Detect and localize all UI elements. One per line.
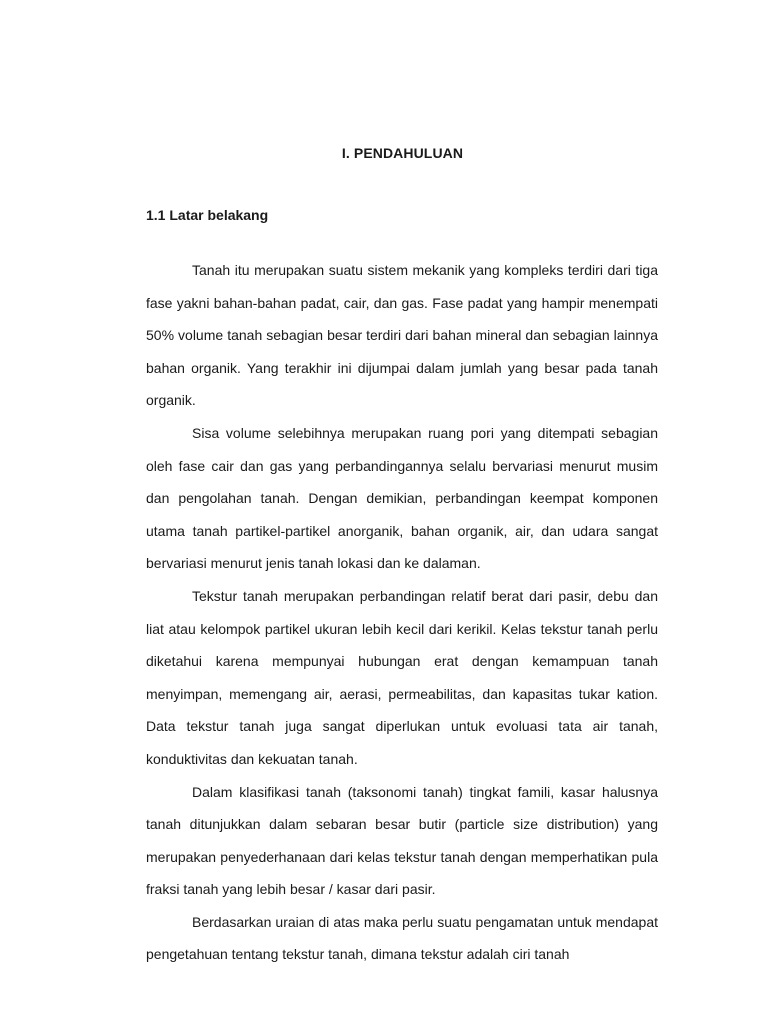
paragraph-4: Dalam klasifikasi tanah (taksonomi tanah) tingkat famili, kasar halusnya tanah ditunjukkan dalam sebaran besar butir (particle size distribution) yang merupakan penyederhanaan dari kelas tekstur tanah dengan memperhatikan pula fraksi tanah yang lebih besar / kasar dari pasir. (146, 783, 658, 898)
paragraph-5: Berdasarkan uraian di atas maka perlu suatu pengamatan untuk mendapat pengetahuan tentang tekstur tanah, dimana tekstur adalah ciri tanah (146, 913, 658, 963)
paragraph-2: Sisa volume selebihnya merupakan ruang pori yang ditempati sebagian oleh fase cair dan gas yang perbandingannya selalu bervariasi menurut musim dan pengolahan tanah. Dengan demikian, perbandingan keempat komponen utama tanah partikel-partikel anorganik, bahan organik, air, dan udara sangat bervariasi menurut jenis tanah lokasi dan ke dalaman. (146, 424, 658, 572)
chapter-title: I. PENDAHULUAN (341, 145, 464, 161)
paragraph-1: Tanah itu merupakan suatu sistem mekanik yang kompleks terdiri dari tiga fase yakni bahan-bahan padat, cair, dan gas. Fase padat yang hampir menempati 50% volume tanah sebagian besar terdiri dari bahan mineral dan sebagian lainnya bahan organik. Yang terakhir ini dijumpai dalam jumlah yang besar pada tanah organik. (146, 262, 658, 409)
body-text (146, 254, 658, 971)
section-heading: 1.1 Latar belakang (146, 207, 269, 223)
paragraph-3: Tekstur tanah merupakan perbandingan relatif berat dari pasir, debu dan liat atau kelompok partikel ukuran lebih kecil dari kerikil. Kelas tekstur tanah perlu diketahui karena mempunyai hubungan erat dengan kemampuan tanah menyimpan, memengang air, aerasi, permeabilitas, dan kapasitas tukar kation. Data tekstur tanah juga sangat diperlukan untuk evoluasi tata air tanah, konduktivitas dan kekuatan tanah. (146, 587, 658, 767)
